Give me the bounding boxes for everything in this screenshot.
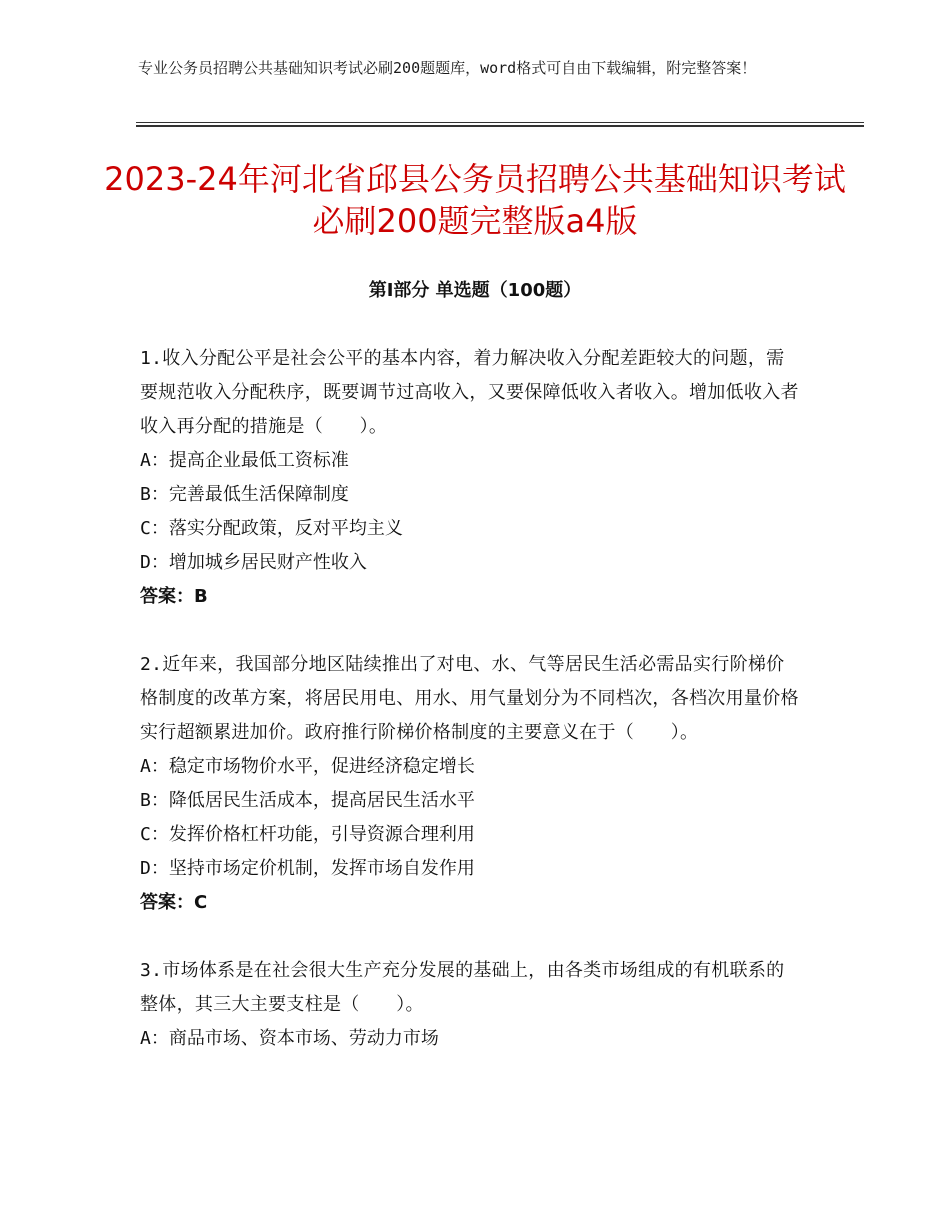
question-1 <box>140 342 802 614</box>
question-stem: 1.收入分配公平是社会公平的基本内容，着力解决收入分配差距较大的问题，需要规范收入分配秩序，既要调节过高收入，又要保障低收入者收入。增加低收入者收入再分配的措施是（ ）。 <box>140 348 799 437</box>
option-b: B：降低居民生活成本，提高居民生活水平 <box>140 790 475 811</box>
answer: 答案：B <box>140 586 208 607</box>
question-stem: 2.近年来，我国部分地区陆续推出了对电、水、气等居民生活必需品实行阶梯价格制度的改革方案，将居民用电、用水、用气量划分为不同档次，各档次用量价格实行超额累进加价。政府推行阶梯价格制度的主要意义在于（ ）。 <box>140 654 799 743</box>
question-stem: 3.市场体系是在社会很大生产充分发展的基础上，由各类市场组成的有机联系的整体，其三大主要支柱是（ ）。 <box>140 960 785 1015</box>
question-3 <box>140 954 802 1056</box>
option-d: D：坚持市场定价机制，发挥市场自发作用 <box>140 858 475 879</box>
option-b: B：完善最低生活保障制度 <box>140 484 349 505</box>
option-d: D：增加城乡居民财产性收入 <box>140 552 367 573</box>
header-divider-thick <box>136 125 864 127</box>
question-2 <box>140 648 802 920</box>
header-divider-thin <box>136 122 864 123</box>
option-c: C：落实分配政策，反对平均主义 <box>140 518 403 539</box>
option-a: A：商品市场、资本市场、劳动力市场 <box>140 1028 439 1049</box>
option-a: A：稳定市场物价水平，促进经济稳定增长 <box>140 756 475 777</box>
answer: 答案：C <box>140 892 208 913</box>
question-list <box>140 342 802 1090</box>
section-heading: 第Ⅰ部分 单选题（100题） <box>368 280 582 301</box>
header-note: 专业公务员招聘公共基础知识考试必刷200题题库，word格式可自由下载编辑，附完整答案！ <box>138 59 757 77</box>
option-c: C：发挥价格杠杆功能，引导资源合理利用 <box>140 824 475 845</box>
document-title: 2023-24年河北省邱县公务员招聘公共基础知识考试必刷200题完整版a4版 <box>104 160 846 240</box>
option-a: A：提高企业最低工资标准 <box>140 450 349 471</box>
